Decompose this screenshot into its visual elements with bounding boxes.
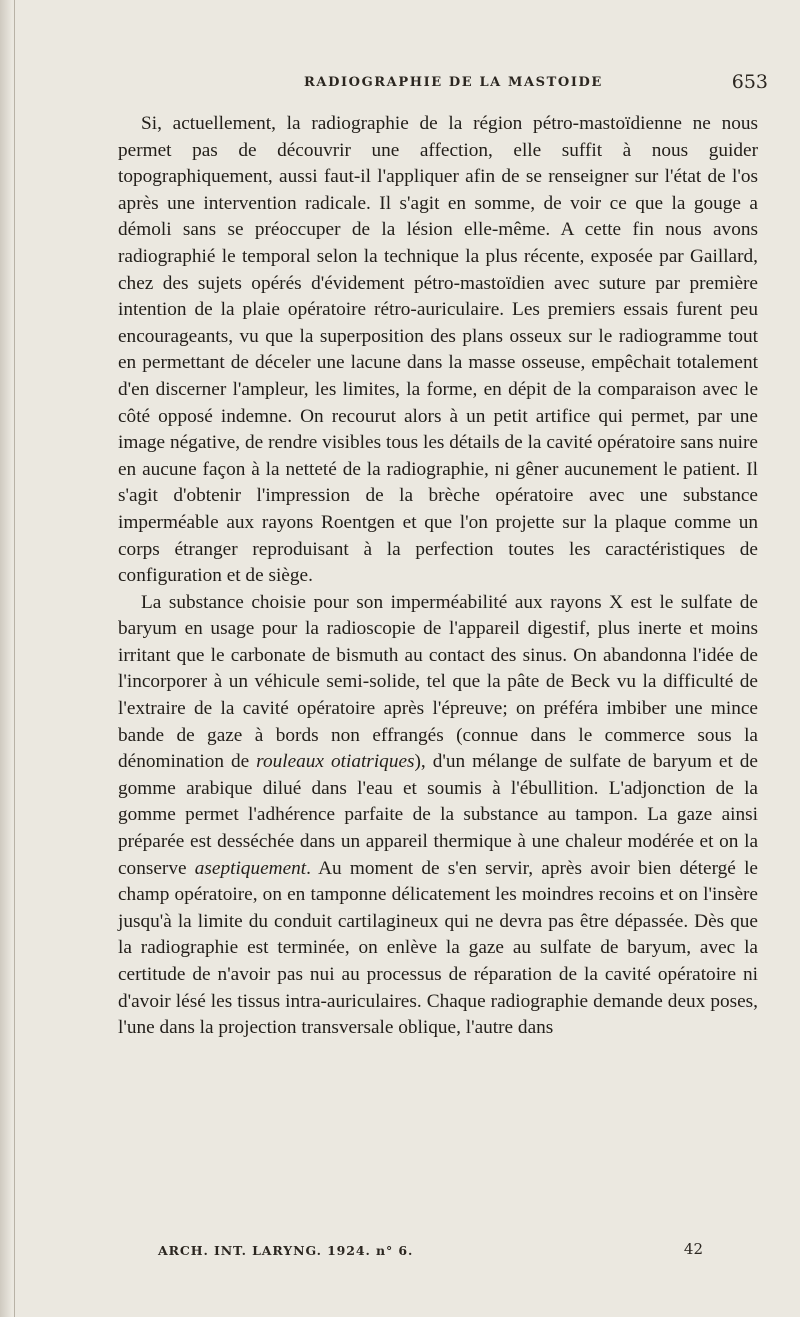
running-title: RADIOGRAPHIE DE LA MASTOIDE (304, 75, 603, 90)
page-spine-line (14, 0, 15, 1317)
paragraph-2 (118, 590, 758, 1042)
aseptiquement-term: aseptiquement (194, 857, 307, 879)
page-footer (158, 1240, 703, 1262)
running-header (118, 71, 768, 95)
paragraph-2-text-part-3: . Au moment de s'en servir, après avoir bien détergé le champ opératoire, on en tamponne délicatement les moindres recoins et on l'insère jusqu'à la limite du conduit cartilagineux qui ne devra pas être dépassée. Dès que la radiographie est terminée, on enlève la gaze au sulfate de baryum, avec la certitude de n'avoir pas nui au processus de réparation de la cavité opératoire ni d'avoir lésé les tissus intra-auriculaires. Chaque radiographie demande deux poses, l'une dans la projection transversale oblique, l'autre dans (118, 857, 758, 1039)
paragraph-1 (118, 111, 758, 590)
page-binding-shadow (0, 0, 12, 1317)
paragraph-2-text-part-1: La substance choisie pour son imperméabilité aux rayons X est le sulfate de baryum en usage pour la radioscopie de l'appareil digestif, plus inerte et moins irritant que le carbonate de bismuth au contact des sinus. On abandonna l'idée de l'incorporer à un véhicule semi-solide, tel que la pâte de Beck vu la difficulté de l'extraire de la cavité opératoire après l'épreuve; on préféra imbiber une mince bande de gaze à bords non effrangés (connue dans le commerce sous la dénomination de (118, 591, 758, 773)
article-body (118, 111, 758, 1042)
rouleaux-otiatriques-term: rouleaux otiatriques (256, 751, 415, 773)
paragraph-2-text-part-2: ), d'un mélange de sulfate de baryum et de gomme arabique dilué dans l'eau et soumis à l'ébullition. L'adjonction de la gomme permet l'adhérence parfaite de la substance au tampon. La gaze ainsi préparée est desséchée dans un appareil thermique à une chaleur modérée et on la conserve (118, 751, 758, 879)
journal-reference: ARCH. INT. LARYNG. 1924. n° 6. (158, 1243, 414, 1258)
signature-mark: 42 (683, 1240, 703, 1258)
paragraph-1-text: Si, actuellement, la radiographie de la région pétro-mastoïdienne ne nous permet pas de découvrir une affection, elle suffit à nous guider topographiquement, aussi faut-il l'appliquer afin de se renseigner sur l'état de l'os après une intervention radicale. Il s'agit en somme, de voir ce que la gouge a démoli sans se préoccuper de la lésion elle-même. A cette fin nous avons radiographié le temporal selon la technique la plus récente, exposée par Gaillard, chez des sujets opérés d'évidement pétro-mastoïdien avec suture par première intention de la plaie opératoire rétro-auriculaire. Les premiers essais furent peu encourageants, vu que la superposition des plans osseux sur le radiogramme tout en permettant de déceler une lacune dans la masse osseuse, empêchait totalement d'en discerner l'ampleur, les limites, la forme, en dépit de la comparaison avec le côté opposé indemne. On recourut alors à un petit artifice qui permet, par une image négative, de rendre visibles tous les détails de la cavité opératoire sans nuire en aucune façon à la netteté de la radiographie, ni gêner aucunement le patient. Il s'agit d'obtenir l'impression de la brèche opératoire avec une substance imperméable aux rayons Roentgen et que l'on projette sur la plaque comme un corps étranger reproduisant à la perfection toutes les caractéristiques de configuration et de siège. (118, 113, 758, 587)
page-number: 653 (731, 71, 768, 93)
